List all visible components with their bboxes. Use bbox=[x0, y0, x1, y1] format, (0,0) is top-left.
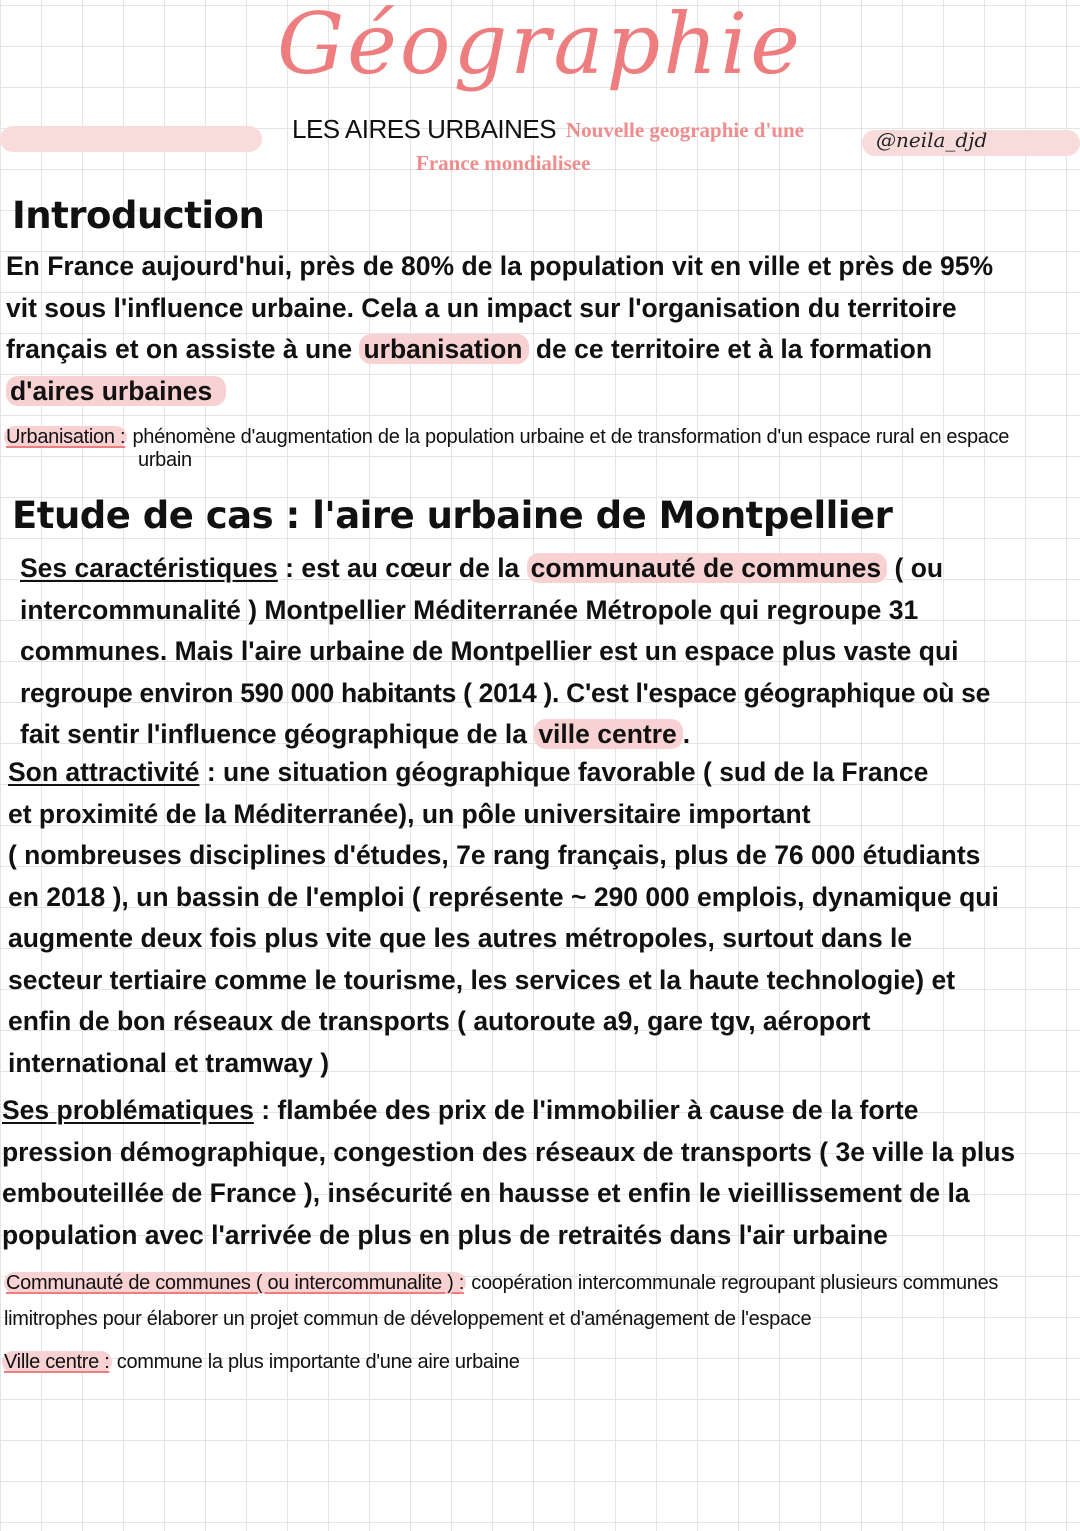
page-subtitle-colored-2: France mondialisee bbox=[416, 151, 591, 175]
intro-line-2: vit sous l'influence urbaine. Cela a un impact sur l'organisation du territoire bbox=[6, 292, 957, 323]
definition-communaute bbox=[4, 1272, 998, 1294]
caract-line-4: regroupe environ 590 000 habitants ( 2014 ). C'est l'espace géographique où se bbox=[20, 677, 991, 708]
definition-text-urbanisation-1: phénomène d'augmentation de la population urbaine et de transformation d'un espace rural en espace bbox=[132, 426, 1010, 448]
attract-line-6: secteur tertiaire comme le tourisme, les services et la haute technologie) et bbox=[8, 964, 956, 995]
attract-line-4: en 2018 ), un bassin de l'emploi ( représente ~ 290 000 emplois, dynamique qui bbox=[8, 881, 999, 912]
attract-line-3: ( nombreuses disciplines d'études, 7e rang français, plus de 76 000 étudiants bbox=[8, 840, 981, 870]
prob-line-3: embouteillée de France ), insécurité en hausse et enfin le vieillissement de la bbox=[2, 1178, 970, 1208]
page-subtitle: LES AIRES URBAINES bbox=[292, 114, 557, 144]
definition-urbanisation-line-2: urbain bbox=[138, 449, 192, 471]
attract-line-8: international et tramway ) bbox=[8, 1047, 330, 1078]
prob-line-1 bbox=[2, 1090, 1015, 1132]
definition-text-communaute-1: coopération intercommunale regroupant plusieurs communes bbox=[466, 1272, 999, 1294]
page-title: Géographie bbox=[277, 0, 803, 93]
highlight-ville-centre: ville centre bbox=[534, 719, 682, 749]
caract-line-5 bbox=[20, 714, 990, 756]
definition-communaute-line-2: limitrophes pour élaborer un projet commun de développement et d'aménagement de l'espace bbox=[4, 1308, 812, 1330]
introduction-paragraph bbox=[6, 246, 993, 412]
intro-line-3-a: français et on assiste à une bbox=[6, 334, 360, 364]
definition-urbanisation bbox=[4, 426, 1009, 448]
prob-line-4: population avec l'arrivée de plus en plus de retraités dans l'air urbaine bbox=[2, 1219, 888, 1250]
definition-term-ville-centre: Ville centre : bbox=[4, 1351, 110, 1373]
highlight-urbanisation: urbanisation bbox=[359, 334, 528, 364]
caract-line-1-a: : est au cœur de la bbox=[277, 553, 527, 583]
caract-line-5-a: fait sentir l'influence géographique de la bbox=[20, 719, 535, 749]
intro-line-3-b: de ce territoire et à la formation bbox=[528, 334, 933, 364]
attract-line-1 bbox=[8, 752, 999, 794]
attractivite-paragraph bbox=[8, 752, 999, 1084]
caracteristiques-paragraph bbox=[20, 548, 990, 756]
attract-line-2: et proximité de la Méditerranée), un pôle universitaire important bbox=[8, 798, 811, 829]
caract-line-1-c: ( ou bbox=[887, 553, 944, 583]
attract-line-5: augmente deux fois plus vite que les autres métropoles, surtout dans le bbox=[8, 923, 913, 953]
definition-term-communaute: Communauté de communes ( ou intercommunalite ) : bbox=[6, 1272, 465, 1294]
caracteristiques-label: Ses caractéristiques bbox=[20, 553, 278, 583]
intro-line-4 bbox=[6, 371, 993, 413]
case-study-heading: Etude de cas : l'aire urbaine de Montpellier bbox=[12, 494, 893, 537]
prob-line-2: pression démographique, congestion des réseaux de transports ( 3e ville la plus bbox=[2, 1136, 1016, 1167]
caract-line-5-c: . bbox=[682, 719, 691, 749]
problematiques-paragraph bbox=[2, 1090, 1015, 1256]
attract-line-7: enfin de bon réseaux de transports ( autoroute a9, gare tgv, aéroport bbox=[8, 1006, 871, 1036]
highlight-communaute: communauté de communes bbox=[527, 553, 887, 583]
page-subtitle-colored-1: Nouvelle geographie d'une bbox=[566, 118, 805, 142]
definition-ville-centre bbox=[2, 1351, 520, 1373]
author-handle: @neila_djd bbox=[876, 128, 988, 152]
caract-line-3: communes. Mais l'aire urbaine de Montpellier est un espace plus vaste qui bbox=[20, 636, 959, 666]
caract-line-1 bbox=[20, 548, 990, 590]
introduction-heading: Introduction bbox=[12, 194, 265, 237]
highlight-aires-urbaines: d'aires urbaines bbox=[6, 376, 226, 406]
prob-line-1-text: : flambée des prix de l'immobilier à cause de la forte bbox=[253, 1095, 919, 1125]
definition-text-ville-centre: commune la plus importante d'une aire urbaine bbox=[111, 1351, 520, 1373]
intro-line-1: En France aujourd'hui, près de 80% de la population vit en ville et près de 95% bbox=[6, 251, 994, 281]
attractivite-label: Son attractivité bbox=[8, 757, 200, 787]
attract-line-1-text: : une situation géographique favorable ( sud de la France bbox=[199, 757, 929, 787]
intro-line-3 bbox=[6, 329, 993, 371]
definition-term-urbanisation: Urbanisation : bbox=[6, 426, 126, 448]
header-band-left bbox=[0, 126, 262, 152]
problematiques-label: Ses problématiques bbox=[2, 1095, 254, 1125]
caract-line-2: intercommunalité ) Montpellier Méditerranée Métropole qui regroupe 31 bbox=[20, 594, 919, 625]
